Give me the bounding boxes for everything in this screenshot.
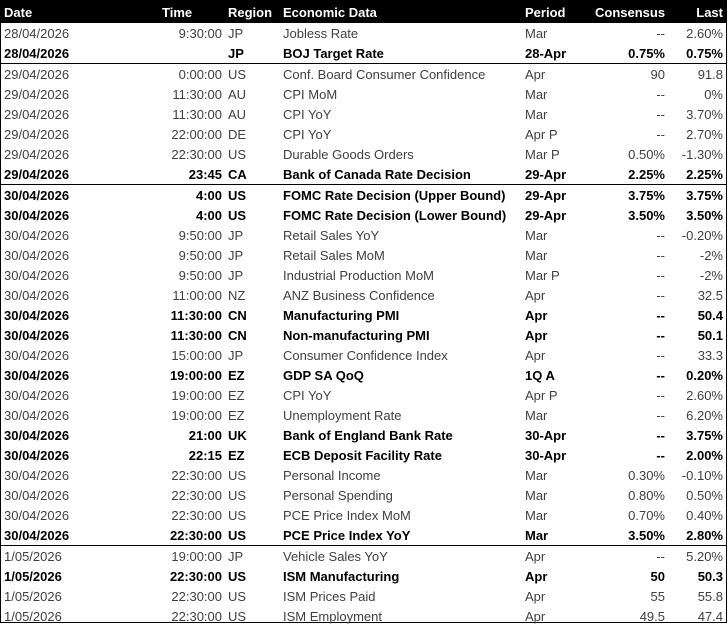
time-cell: 22:30:00 (169, 568, 222, 584)
table-row (1, 285, 726, 305)
table-row (1, 365, 726, 385)
table-row (1, 566, 726, 586)
table-row (1, 23, 726, 43)
region-cell: US (228, 207, 247, 223)
header-date[interactable]: Date (1, 1, 159, 23)
period-cell: Mar (525, 487, 548, 503)
economic-data-cell: Manufacturing PMI (283, 307, 400, 323)
consensus-cell: 49.5 (639, 608, 665, 624)
time-cell: 22:30:00 (171, 487, 222, 503)
consensus-cell: -- (656, 407, 665, 423)
period-cell: Apr (525, 327, 548, 343)
date-cell: 1/05/2026 (1, 546, 159, 567)
consensus-cell: 90 (592, 64, 668, 85)
date-cell: 1/05/2026 (4, 588, 62, 604)
time-cell: 22:30:00 (171, 608, 222, 624)
period-cell: Apr (525, 568, 548, 584)
last-cell: 0.50% (686, 487, 723, 503)
table-row (1, 485, 726, 505)
time-cell: 19:00:00 (171, 407, 222, 423)
period-cell: 29-Apr (522, 185, 592, 206)
consensus-cell: -- (656, 427, 665, 443)
table-row (1, 305, 726, 325)
last-cell: 2.00% (686, 447, 723, 463)
region-cell: JP (228, 45, 244, 61)
time-cell: 11:30:00 (170, 327, 222, 343)
table-row (1, 325, 726, 345)
period-cell: Apr (525, 307, 548, 323)
region-cell: US (228, 588, 247, 604)
consensus-cell: -- (656, 327, 665, 343)
time-cell: 11:30:00 (172, 86, 222, 102)
table-row (1, 64, 726, 85)
table-row (1, 185, 726, 206)
economic-data-cell: Personal Income (283, 467, 381, 483)
time-cell: 22:15 (188, 447, 222, 463)
date-cell: 30/04/2026 (4, 327, 70, 343)
economic-data-cell: Retail Sales MoM (283, 247, 385, 263)
table-row (1, 124, 726, 144)
region-cell: CN (228, 327, 247, 343)
period-cell: Mar (525, 25, 548, 41)
region-cell: US (228, 487, 247, 503)
region-cell: JP (225, 546, 280, 567)
date-cell: 30/04/2026 (4, 367, 70, 383)
period-cell: 29-Apr (525, 166, 567, 182)
consensus-cell: -- (656, 287, 665, 303)
economic-data-cell: Bank of Canada Rate Decision (283, 166, 471, 182)
period-cell: Apr (525, 588, 546, 604)
date-cell: 30/04/2026 (4, 427, 70, 443)
economic-data-cell: Retail Sales YoY (283, 227, 380, 243)
economic-data-cell: Conf. Board Consumer Confidence (280, 64, 522, 85)
period-cell: Mar P (525, 267, 560, 283)
region-cell: JP (228, 347, 244, 363)
table-row (1, 144, 726, 164)
last-cell: 3.70% (686, 106, 723, 122)
consensus-cell: 0.30% (628, 467, 665, 483)
consensus-cell: -- (656, 387, 665, 403)
header-consensus[interactable]: Consensus (592, 1, 668, 23)
consensus-cell: -- (592, 546, 668, 567)
time-cell: 9:50:00 (178, 247, 222, 263)
date-cell: 30/04/2026 (4, 487, 70, 503)
region-cell: US (225, 64, 280, 85)
consensus-cell: -- (656, 106, 665, 122)
region-cell: EZ (228, 407, 245, 423)
date-cell: 30/04/2026 (4, 227, 70, 243)
table-row (1, 245, 726, 265)
economic-data-cell: FOMC Rate Decision (Lower Bound) (283, 207, 507, 223)
period-cell: 30-Apr (525, 427, 567, 443)
table-row (1, 465, 726, 485)
consensus-cell: -- (656, 347, 665, 363)
time-cell (159, 43, 225, 64)
period-cell: Apr P (525, 387, 558, 403)
consensus-cell: -- (656, 447, 665, 463)
table-row (1, 586, 726, 606)
region-cell: EZ (228, 387, 245, 403)
time-cell: 4:00 (159, 185, 225, 206)
economic-data-cell: Non-manufacturing PMI (283, 327, 430, 343)
time-cell: 11:00:00 (172, 287, 222, 303)
economic-data-cell: ANZ Business Confidence (283, 287, 435, 303)
time-cell: 22:30:00 (171, 507, 222, 523)
consensus-cell: -- (656, 227, 665, 243)
date-cell: 30/04/2026 (4, 267, 70, 283)
economic-data-cell: Durable Goods Orders (283, 146, 414, 162)
table-row (1, 205, 726, 225)
economic-data-cell: CPI MoM (283, 86, 338, 102)
period-cell: Mar (525, 86, 548, 102)
region-cell: US (228, 507, 247, 523)
period-cell: Mar (525, 527, 549, 543)
header-row (1, 1, 726, 23)
last-cell: -1.30% (681, 146, 723, 162)
period-cell: Apr (522, 64, 592, 85)
date-cell: 29/04/2026 (4, 86, 70, 102)
region-cell: AU (228, 106, 247, 122)
region-cell: AU (228, 86, 247, 102)
economic-data-cell: Consumer Confidence Index (283, 347, 448, 363)
time-cell: 11:30:00 (170, 307, 222, 323)
time-cell: 19:00:00 (169, 367, 222, 383)
date-cell: 30/04/2026 (4, 527, 70, 543)
table-row (1, 505, 726, 525)
header-time[interactable]: Time (159, 1, 225, 23)
table-row (1, 405, 726, 425)
consensus-cell: 50 (650, 568, 665, 584)
economic-data-cell: Jobless Rate (283, 25, 359, 41)
calendar-rows (1, 23, 726, 626)
last-cell: 6.20% (686, 407, 723, 423)
table-row (1, 546, 726, 567)
last-cell: 32.5 (697, 287, 723, 303)
economic-data-cell: ECB Deposit Facility Rate (283, 447, 442, 463)
period-cell: 1Q A (525, 367, 555, 383)
last-cell: 50.3 (697, 568, 723, 584)
economic-data-cell: BOJ Target Rate (283, 45, 384, 61)
last-cell: 91.8 (668, 64, 726, 85)
economic-data-cell: Industrial Production MoM (283, 267, 435, 283)
period-cell: Apr (525, 347, 546, 363)
economic-data-cell: CPI YoY (283, 106, 332, 122)
last-cell: 0% (704, 86, 723, 102)
time-cell: 9:50:00 (178, 267, 222, 283)
economic-calendar-table (1, 1, 726, 626)
time-cell: 21:00 (188, 427, 222, 443)
region-cell: CA (228, 166, 247, 182)
consensus-cell: 0.75% (628, 45, 665, 61)
table-row (1, 525, 726, 546)
period-cell: Apr (522, 546, 592, 567)
table-row (1, 445, 726, 465)
region-cell: JP (228, 267, 244, 283)
economic-data-cell: ISM Manufacturing (283, 568, 400, 584)
period-cell: Mar (525, 507, 548, 523)
last-cell: 2.60% (686, 387, 723, 403)
period-cell: Mar (525, 247, 548, 263)
time-cell: 11:30:00 (172, 106, 222, 122)
last-cell: -2% (699, 267, 723, 283)
region-cell: US (228, 527, 247, 543)
consensus-cell: -- (656, 126, 665, 142)
period-cell: 29-Apr (525, 207, 567, 223)
date-cell: 30/04/2026 (4, 207, 70, 223)
consensus-cell: 55 (650, 588, 665, 604)
time-cell: 23:45 (188, 166, 222, 182)
region-cell: JP (228, 247, 244, 263)
table-row (1, 104, 726, 124)
time-cell: 4:00 (195, 207, 222, 223)
date-cell: 28/04/2026 (4, 25, 70, 41)
period-cell: 28-Apr (525, 45, 567, 61)
date-cell: 29/04/2026 (1, 64, 159, 85)
last-cell: 50.4 (697, 307, 723, 323)
economic-data-cell: CPI YoY (283, 126, 332, 142)
economic-data-cell: Vehicle Sales YoY (280, 546, 522, 567)
time-cell: 22:30:00 (171, 588, 222, 604)
region-cell: UK (228, 427, 247, 443)
last-cell: 3.75% (668, 185, 726, 206)
table-row (1, 43, 726, 64)
region-cell: CN (228, 307, 247, 323)
region-cell: JP (228, 227, 244, 243)
last-cell: 0.40% (686, 507, 723, 523)
economic-data-cell: FOMC Rate Decision (Upper Bound) (280, 185, 522, 206)
consensus-cell: 0.70% (628, 507, 665, 523)
economic-data-cell: PCE Price Index MoM (283, 507, 411, 523)
economic-data-cell: Personal Spending (283, 487, 393, 503)
region-cell: EZ (228, 447, 245, 463)
date-cell: 30/04/2026 (4, 347, 70, 363)
period-cell: Apr (525, 287, 546, 303)
header-economic-data[interactable]: Economic Data (280, 1, 522, 23)
header-period[interactable]: Period (522, 1, 592, 23)
economic-data-cell: ISM Prices Paid (283, 588, 376, 604)
consensus-cell: -- (656, 86, 665, 102)
time-cell: 15:00:00 (171, 347, 222, 363)
last-cell: 50.1 (697, 327, 723, 343)
last-cell: -2% (699, 247, 723, 263)
consensus-cell: -- (656, 247, 665, 263)
date-cell: 1/05/2026 (4, 568, 62, 584)
period-cell: Apr (525, 608, 546, 624)
economic-data-cell: ISM Employment (283, 608, 382, 624)
date-cell: 30/04/2026 (4, 407, 70, 423)
date-cell: 29/04/2026 (4, 126, 70, 142)
date-cell: 29/04/2026 (4, 106, 70, 122)
table-row (1, 265, 726, 285)
date-cell: 30/04/2026 (4, 387, 70, 403)
region-cell: US (225, 185, 280, 206)
table-row (1, 606, 726, 626)
table-row (1, 84, 726, 104)
period-cell: Mar (525, 227, 548, 243)
last-cell: 2.80% (686, 527, 723, 543)
consensus-cell: 3.50% (628, 207, 665, 223)
table-row (1, 164, 726, 185)
time-cell: 22:30:00 (169, 527, 222, 543)
time-cell: 22:30:00 (171, 467, 222, 483)
last-cell: 0.75% (686, 45, 723, 61)
date-cell: 29/04/2026 (4, 146, 70, 162)
date-cell: 1/05/2026 (4, 608, 62, 624)
consensus-cell: 3.75% (592, 185, 668, 206)
region-cell: US (228, 467, 247, 483)
consensus-cell: -- (656, 307, 665, 323)
date-cell: 29/04/2026 (4, 166, 70, 182)
period-cell: Mar (525, 467, 548, 483)
last-cell: 47.4 (697, 608, 723, 624)
economic-data-cell: PCE Price Index YoY (283, 527, 411, 543)
date-cell: 30/04/2026 (4, 507, 70, 523)
last-cell: -0.10% (681, 467, 723, 483)
region-cell: JP (228, 25, 244, 41)
table-row (1, 225, 726, 245)
economic-data-cell: GDP SA QoQ (283, 367, 364, 383)
period-cell: Mar (525, 106, 548, 122)
last-cell: 55.8 (697, 588, 723, 604)
region-cell: US (228, 146, 247, 162)
economic-data-cell: Bank of England Bank Rate (283, 427, 453, 443)
consensus-cell: 0.80% (628, 487, 665, 503)
consensus-cell: 2.25% (628, 166, 665, 182)
time-cell: 22:00:00 (171, 126, 222, 142)
region-cell: US (228, 608, 247, 624)
date-cell: 28/04/2026 (4, 45, 70, 61)
consensus-cell: -- (656, 25, 665, 41)
date-cell: 30/04/2026 (4, 307, 70, 323)
table-row (1, 385, 726, 405)
last-cell: 3.75% (686, 427, 723, 443)
consensus-cell: -- (656, 367, 665, 383)
table-row (1, 425, 726, 445)
last-cell: 2.25% (686, 166, 723, 182)
last-cell: 33.3 (697, 347, 723, 363)
time-cell: 19:00:00 (171, 387, 222, 403)
date-cell: 30/04/2026 (4, 287, 70, 303)
time-cell: 22:30:00 (171, 146, 222, 162)
header-region[interactable]: Region (225, 1, 280, 23)
time-cell: 0:00:00 (159, 64, 225, 85)
header-last[interactable]: Last (668, 1, 726, 23)
last-cell: 0.20% (686, 367, 723, 383)
table-row (1, 345, 726, 365)
last-cell: 2.70% (686, 126, 723, 142)
time-cell: 9:50:00 (178, 227, 222, 243)
economic-data-cell: CPI YoY (283, 387, 332, 403)
economic-data-cell: Unemployment Rate (283, 407, 402, 423)
date-cell: 30/04/2026 (4, 467, 70, 483)
consensus-cell: 3.50% (628, 527, 665, 543)
consensus-cell: 0.50% (628, 146, 665, 162)
consensus-cell: -- (656, 267, 665, 283)
last-cell: 3.50% (686, 207, 723, 223)
last-cell: 5.20% (668, 546, 726, 567)
region-cell: EZ (228, 367, 245, 383)
date-cell: 30/04/2026 (1, 185, 159, 206)
region-cell: NZ (228, 287, 246, 303)
period-cell: Apr P (525, 126, 558, 142)
date-cell: 30/04/2026 (4, 247, 70, 263)
region-cell: DE (228, 126, 247, 142)
date-cell: 30/04/2026 (4, 447, 70, 463)
period-cell: Mar P (525, 146, 560, 162)
last-cell: -0.20% (681, 227, 723, 243)
period-cell: Mar (525, 407, 548, 423)
time-cell: 19:00:00 (159, 546, 225, 567)
time-cell: 9:30:00 (178, 25, 222, 41)
period-cell: 30-Apr (525, 447, 567, 463)
region-cell: US (228, 568, 247, 584)
last-cell: 2.60% (686, 25, 723, 41)
